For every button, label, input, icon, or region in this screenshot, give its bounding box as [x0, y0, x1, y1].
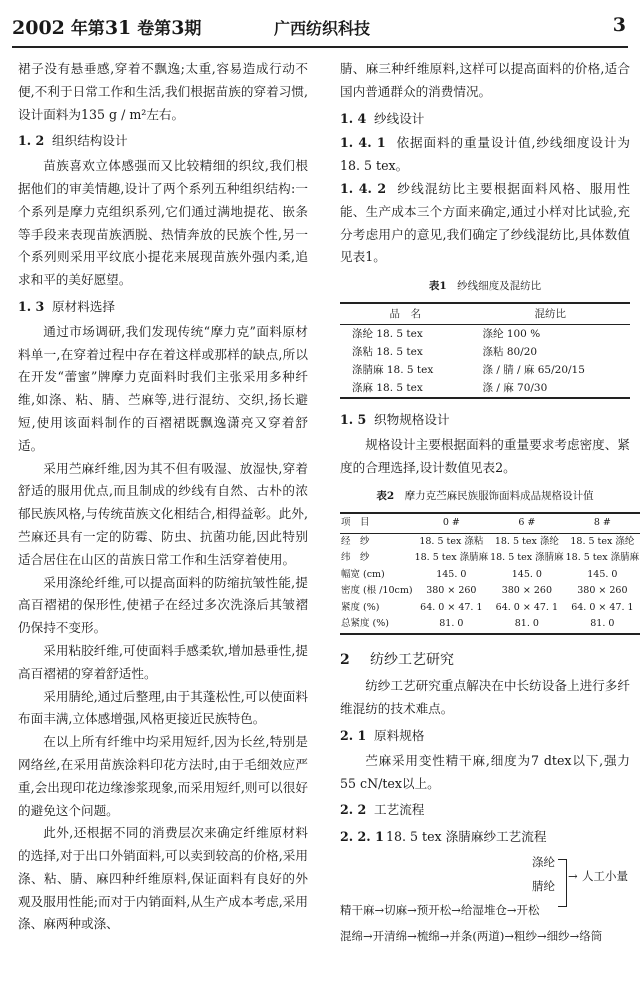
process-flow-diagram	[340, 851, 630, 947]
table-header-cell: 项 目	[341, 517, 370, 529]
section-heading-2-1	[340, 725, 630, 748]
table-header-cell: 0 #	[442, 517, 460, 529]
paragraph: 腈、麻三种纤维原料,这样可以提高面料的价格,适合国内普通群众的消费情况。	[340, 61, 630, 99]
flow-input-acrylic: 腈纶	[532, 879, 555, 894]
table-cell: 81. 0	[514, 618, 539, 630]
table1	[340, 302, 630, 399]
section-title: 原料规格	[374, 728, 425, 744]
table-title: 摩力克苎麻民族服饰面料成品规格设计值	[404, 490, 594, 503]
nian-di: 年第	[70, 19, 105, 39]
table-cell: 18. 5 tex 涤纶	[494, 535, 559, 547]
table-cell: 18. 5 tex 涤腈麻	[414, 552, 489, 564]
section-number: 2. 2	[340, 802, 367, 818]
table-cell: 涤粘 80/20	[482, 345, 538, 358]
table-row	[340, 600, 640, 617]
section-number: 1. 2	[18, 133, 45, 149]
section-number: 1. 4. 1	[340, 135, 386, 151]
section-number: 2. 2. 1	[340, 829, 384, 845]
table-cell: 涤腈麻 18. 5 tex	[352, 363, 434, 376]
table-header-cell: 8 #	[593, 517, 611, 529]
section-title: 原材料选择	[52, 298, 115, 314]
text: 。	[503, 459, 516, 475]
table-cell: 涤纶 100 %	[482, 327, 541, 340]
table-cell: 紧度 (%)	[341, 601, 380, 613]
table-cell: 380 × 260	[501, 585, 552, 597]
paragraph: 采用粘胶纤维,可使面料手感柔软,增加悬垂性,提高百褶裙的穿着舒适性。	[18, 642, 308, 681]
section-number: 1. 5	[340, 411, 367, 427]
section-heading-2-2	[340, 799, 630, 822]
section-title: 纺纱工艺研究	[370, 651, 454, 668]
table-row	[340, 324, 630, 343]
section-title: 工艺流程	[374, 802, 425, 818]
text: 依据面料的重量设计值,纱线细度设计为	[395, 135, 630, 151]
table-cell: 涤纶 18. 5 tex	[352, 327, 423, 340]
table-row	[340, 583, 640, 600]
section-title: 组织结构设计	[52, 133, 128, 149]
text: 。	[373, 249, 386, 265]
text: 裙子没有悬垂感,穿着不飘逸;太重,容易造成行动不便,不利于日常工作和生活,我们根据苗族的穿着习惯,设计面料为	[18, 61, 308, 122]
table-row	[340, 533, 640, 550]
issue: 3	[171, 17, 185, 39]
weight-value: 135 g / m²	[80, 106, 147, 122]
paragraph	[340, 132, 630, 178]
table-cell: 涤粘 18. 5 tex	[352, 345, 423, 358]
section-title: 18. 5 tex 涤腈麻纱工艺流程	[386, 829, 547, 845]
fineness-value: 7 dtex	[530, 752, 572, 768]
table-cell: 幅宽 (cm)	[341, 568, 385, 580]
paragraph: 通过市场调研,我们发现传统“摩力克”面料原材料单一,在穿着过程中存在着这样或那样的缺点,所以在开发“蕾蜜”牌摩力克面料时我们主张采用多种纤维,如涤、粘、腈、苎麻等,进行混纺、交织,扬长避短,使用该面料制作的百褶裙既飘逸潇亮又穿着舒适。	[18, 323, 308, 453]
table-cell: 145. 0	[587, 568, 618, 580]
table2-caption	[340, 485, 630, 508]
table1-caption	[340, 275, 630, 298]
table-cell: 涤麻 18. 5 tex	[352, 381, 423, 394]
table-cell: 18. 5 tex 涤腈麻	[565, 552, 640, 564]
strength-value: 55 cN/tex	[340, 775, 402, 791]
section-heading-1-4	[340, 108, 630, 131]
table-cell: 81. 0	[590, 618, 615, 630]
table-row	[340, 550, 640, 567]
section-heading-1-2	[18, 130, 308, 153]
section-heading-1-3	[18, 296, 308, 319]
table-row	[340, 343, 630, 361]
flow-arrow: →	[568, 869, 578, 884]
table-label: 表2	[376, 490, 395, 503]
flow-manual: 人工小量	[582, 869, 628, 884]
paragraph: 此外,还根据不同的消费层次来确定纤维原材料的选择,对于出口外销面料,可以卖到较高的价格,采用涤、粘、腈、麻四种纤维原料,保证面料有良好的外观及服用性能;而对于内销面料,从生产成本考虑,采用涤、麻两种或涤、	[18, 825, 308, 932]
section-number: 2	[340, 651, 350, 668]
table-cell: 纬 纱	[341, 552, 370, 564]
table-cell: 64. 0 × 47. 1	[571, 601, 634, 613]
table-header-cell: 品 名	[389, 307, 421, 320]
table-ref: 1	[365, 249, 374, 265]
paragraph	[18, 58, 308, 126]
flow-bracket	[558, 859, 567, 907]
journal-name: 广西纺织科技	[274, 19, 371, 38]
year: 2002	[12, 17, 65, 39]
table-cell: 经 纱	[341, 535, 370, 547]
table-label: 表1	[428, 280, 447, 293]
table-cell: 145. 0	[511, 568, 542, 580]
flow-line-2: 混绵→开清绵→梳绵→并条(两道)→粗纱→细纱→络筒	[340, 929, 603, 944]
table-row	[340, 361, 630, 379]
paragraph	[340, 750, 630, 796]
table-cell: 18. 5 tex 涤腈麻	[490, 552, 564, 564]
table-header-row	[340, 513, 640, 533]
right-column	[340, 58, 640, 947]
table-header-cell: 混纺比	[534, 307, 566, 320]
left-column	[18, 58, 308, 936]
table-cell: 380 × 260	[577, 585, 628, 597]
text: 苎麻采用变性精干麻,细度为	[365, 752, 531, 768]
section-heading-2	[340, 649, 630, 672]
text: 规格设计主要根据面料的重量要求考虑密度、紧度的合理选择,设计数值见表	[340, 436, 630, 475]
table-cell: 64. 0 × 47. 1	[420, 601, 483, 613]
table-cell: 380 × 260	[426, 585, 477, 597]
table-cell: 密度 (根 /10cm)	[341, 585, 413, 597]
flow-line-1: 精干麻→切麻→预开松→给湿堆仓→开松	[340, 903, 540, 918]
table-header-row	[340, 303, 630, 325]
paragraph: 纺纱工艺研究重点解决在中长纺设备上进行多纤维混纺的技术难点。	[340, 678, 630, 717]
paragraph: 苗族喜欢立体感强而又比较精细的织纹,我们根据他们的审美情趣,设计了两个系列五种组织结构:一个系列是摩力克组织系列,它们通过满地提花、嵌条等手段来表现苗族洒脱、热情奔放的民族个性,另一个系列则采用平纹底小提花来展现苗族外强内柔,追求和平的美好愿望。	[18, 158, 308, 288]
table-row	[340, 379, 630, 398]
section-number: 1. 4	[340, 110, 367, 126]
table-cell: 145. 0	[436, 568, 467, 580]
qi: 期	[184, 19, 202, 39]
paragraph: 采用涤纶纤维,可以提高面料的防缩抗皱性能,提高百褶裙的保形性,使裙子在经过多次洗涤后其皱褶仍保持不变形。	[18, 574, 308, 636]
table2	[340, 512, 640, 635]
text: 纱线混纺比主要根据面料风格、服用性能、生产成本三个方面来确定,通过小样对比试验,充分考虑用户的意见,我们确定了纱线混纺比,具体数值见表	[340, 180, 631, 265]
table-header-cell: 6 #	[518, 517, 536, 529]
paragraph	[340, 434, 630, 480]
paragraph: 采用腈纶,通过后整理,由于其蓬松性,可以使面料布面丰满,立体感增强,风格更接近民族特色。	[18, 688, 308, 727]
section-heading-2-2-1	[340, 826, 630, 849]
section-number: 2. 1	[340, 728, 367, 744]
yarn-count-value: 18. 5 tex	[340, 158, 396, 174]
text: 左右。	[146, 106, 185, 122]
paragraph: 在以上所有纤维中均采用短纤,因为长丝,特别是网络丝,在采用苗族涂料印花方法时,由于毛细效应严重,会出现印花边缘渗浆现象,而采用短纤,则可以很好的避免这个问题。	[18, 734, 308, 818]
section-heading-1-5	[340, 409, 630, 432]
page-number: 3	[612, 14, 626, 36]
table-cell: 81. 0	[439, 618, 464, 630]
table-cell: 18. 5 tex 涤纶	[570, 535, 635, 547]
page-header	[12, 10, 628, 48]
table-row	[340, 616, 640, 634]
paragraph: 采用苎麻纤维,因为其不但有吸湿、放湿快,穿着舒适的服用优点,而且制成的纱线有自然、古朴的浓郁民族风格,与传统苗族文化相结合,相得益彰。此外,苎麻还具有一定的防霉、防虫、抗菌功能,因此特别适合居住在山区的苗族日常工作和生活穿着使用。	[18, 460, 308, 567]
text: 。	[395, 158, 409, 174]
issue-info	[12, 14, 201, 39]
section-number: 1. 3	[18, 298, 45, 314]
section-title: 织物规格设计	[374, 411, 450, 427]
section-number: 1. 4. 2	[340, 180, 387, 196]
table-cell: 涤 / 麻 70/30	[482, 381, 548, 394]
text: 以下,强力	[571, 752, 630, 768]
volume: 31	[104, 17, 132, 39]
table-row	[340, 567, 640, 584]
table-ref: 2	[495, 459, 504, 475]
flow-input-polyester: 涤纶	[532, 855, 555, 870]
section-title: 纱线设计	[374, 110, 425, 126]
table-cell: 64. 0 × 47. 1	[495, 601, 559, 613]
text: 以上。	[401, 775, 440, 791]
table-title: 纱线细度及混纺比	[457, 280, 542, 293]
paragraph	[340, 178, 630, 269]
table-cell: 涤 / 腈 / 麻 65/20/15	[482, 363, 585, 376]
juan-di: 卷第	[137, 19, 172, 39]
table-cell: 总紧度 (%)	[341, 618, 389, 630]
table-cell: 18. 5 tex 涤粘	[419, 535, 484, 547]
